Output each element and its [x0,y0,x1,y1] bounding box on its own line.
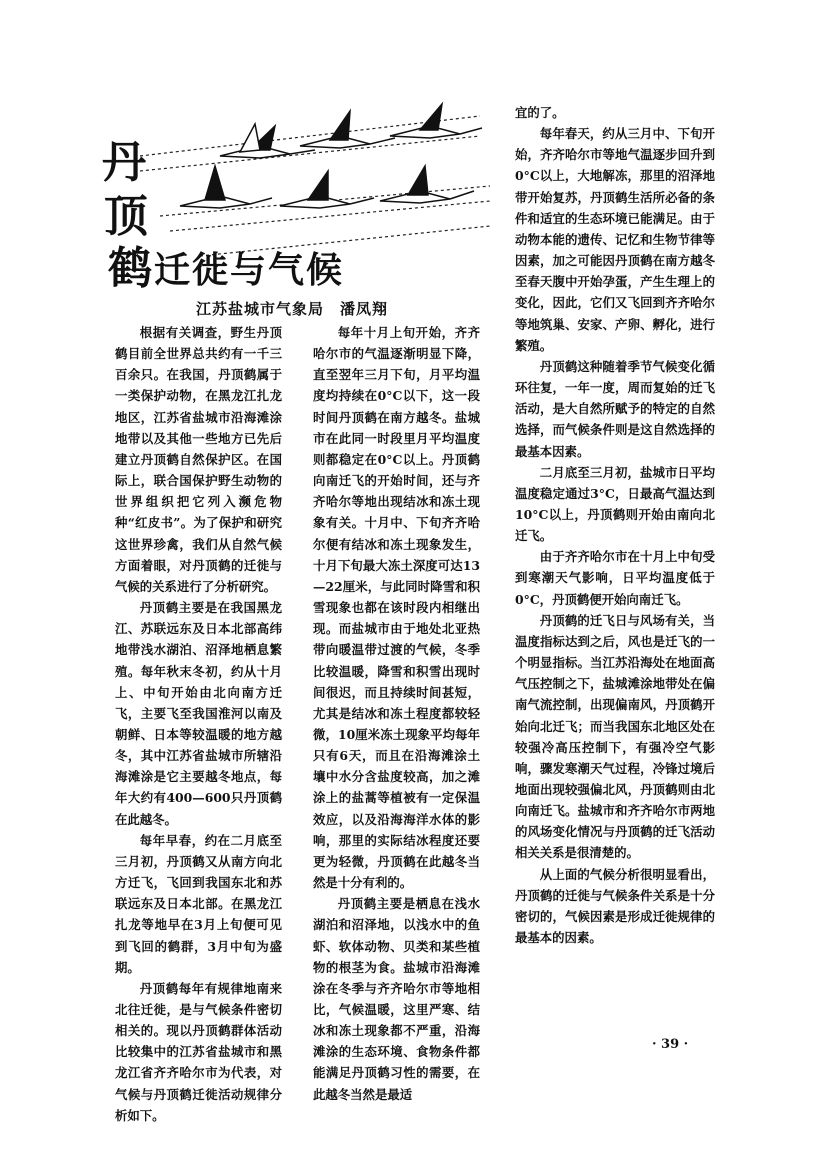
paragraph: 丹顶鹤的迁飞日与风场有关，当温度指标达到之后，风也是迁飞的一个明显指标。当江苏沿海处在地面高气压控制之下，盐城滩涂地带处在偏南气流控制，出现偏南风，丹顶鹤开始向北迁飞；而当我国东北地区处在较强冷高压控制下，有强冷空气影响，骤发寒潮天气过程，冷锋过境后地面出现较强偏北风，丹顶鹤则由北向南迁飞。盐城市和齐齐哈尔市两地的风场变化情况与丹顶鹤的迁飞活动相关关系是很清楚的。 [515,612,715,861]
paragraph: 根据有关调查，野生丹顶鹤目前全世界总共约有一千三百余只。在我国，丹顶鹤属于一类保护动物，在黑龙江扎龙地区，江苏省盐城市沿海滩涂地带以及其他一些地方已先后建立丹顶鹤自然保护区。在国际上，联合国保护野生动物的世界组织把它列入濒危物种“红皮书”。为了保护和研究这世界珍禽，我们从自然气候方面着眼，对丹顶鹤的迁徙与气候的关系进行了分析研究。 [115,325,282,594]
title-char-2: 顶 [104,191,148,242]
paragraph: 每年早春，约在二月底至三月初，丹顶鹤又从南方向北方迁飞，飞回到我国东北和苏联远东及日本北部。在黑龙江扎龙等地早在3月上旬便可见到飞回的鹤群，3月中旬为盛期。 [115,832,282,975]
text-column-2 [313,322,480,1105]
paragraph: 丹顶鹤主要是栖息在浅水湖泊和沼泽地，以浅水中的鱼虾、软体动物、贝类和某些植物的根茎为食。盐城市沿海滩涂在冬季与齐齐哈尔市等地相比，气候温暖，这里严寒、结冰和冻土现象都不严重，沿海滩涂的生态环境、食物条件都能满足丹顶鹤习性的需要，在此越冬当然是最适 [313,896,480,1102]
paragraph: 由于齐齐哈尔市在十月上中旬受到寒潮天气影响，日平均温度低于0°C，丹顶鹤便开始向南迁飞。 [515,549,715,607]
title-subtitle: 迁徙与气候 [154,249,345,291]
text-column-3 [515,102,715,948]
paragraph: 丹顶鹤这种随着季节气候变化循环往复，一年一度，周而复始的迁飞活动，是大自然所赋予的特定的自然选择，而气候条件则是这自然选择的最基本因素。 [515,358,715,459]
paragraph-continued: 宜的了。 [515,105,565,120]
paragraph: 从上面的气候分析很明显看出，丹顶鹤的迁徙与气候条件关系是十分密切的，气候因素是形成迁徙规律的最基本的因素。 [515,866,715,946]
paragraph: 每年春天，约从三月中、下旬开始，齐齐哈尔市等地气温逐步回升到0°C以上，大地解冻，那里的沼泽地带开始复苏，丹顶鹤生活所必备的条件和适宜的生态环境已能满足。由于动物本能的遗传、记忆和生物节律等因素，加之可能因丹顶鹤在南方越冬至春天腹中开始孕蛋，产生生理上的变化，因此，它们又飞回到齐齐哈尔等地筑巢、安家、产卵、孵化，进行繁殖。 [515,126,715,353]
paragraph: 丹顶鹤主要是在我国黑龙江、苏联远东及日本北部高纬地带浅水湖泊、沼泽地栖息繁殖。每年秋末冬初，约从十月上、中旬开始由北向南方迁飞，主要飞至我国淮河以南及朝鲜、日本等较温暖的地方越冬，其中江苏省盐城市所辖沿海滩涂是它主要越冬地点，每年大约有400—600只丹顶鹤在此越冬。 [115,600,282,827]
page-number: · 39 · [652,1037,689,1052]
author-line: 江苏盐城市气象局 潘凤翔 [196,300,389,318]
title-artwork [100,96,500,294]
paragraph: 每年十月上旬开始，齐齐哈尔市的气温逐渐明显下降，直至翌年三月下旬，月平均温度均持续在0°C以下，这一段时间丹顶鹤在南方越冬。盐城市在此同一时段里月平均温度则都稳定在0°C以上。丹顶鹤向南迁飞的开始时间，还与齐齐哈尔等地出现结冰和冻土现象有关。十月中、下旬齐齐哈尔便有结冰和冻土现象发生，十月下旬最大冻土深度可达13—22厘米，与此同时降雪和积雪现象也都在该时段内相继出现。而盐城市由于地处北亚热带向暖温带过渡的气候，冬季比较温暖，降雪和积雪出现时间很迟，而且持续时间甚短，尤其是结冰和冻土程度都较轻微，10厘米冻土现象平均每年只有6天，而且在沿海滩涂土壤中水分含盐度较高，加之滩涂上的盐蒿等植被有一定保温效应，以及沿海海洋水体的影响，那里的实际结冰程度还要更为轻微，丹顶鹤在此越冬当然是十分有利的。 [313,325,480,891]
title-char-3: 鹤 [108,243,152,294]
text-column-1 [115,322,282,1126]
paragraph: 丹顶鹤每年有规律地南来北往迁徙，是与气候条件密切相关的。现以丹顶鹤群体活动比较集中的江苏省盐城市和黑龙江省齐齐哈尔市为代表，对气候与丹顶鹤迁徙活动规律分析如下。 [115,980,282,1123]
paragraph: 二月底至三月初，盐城市日平均温度稳定通过3°C，日最高气温达到10°C以上，丹顶鹤则开始由南向北迁飞。 [515,464,715,544]
title-char-1: 丹 [102,137,146,188]
